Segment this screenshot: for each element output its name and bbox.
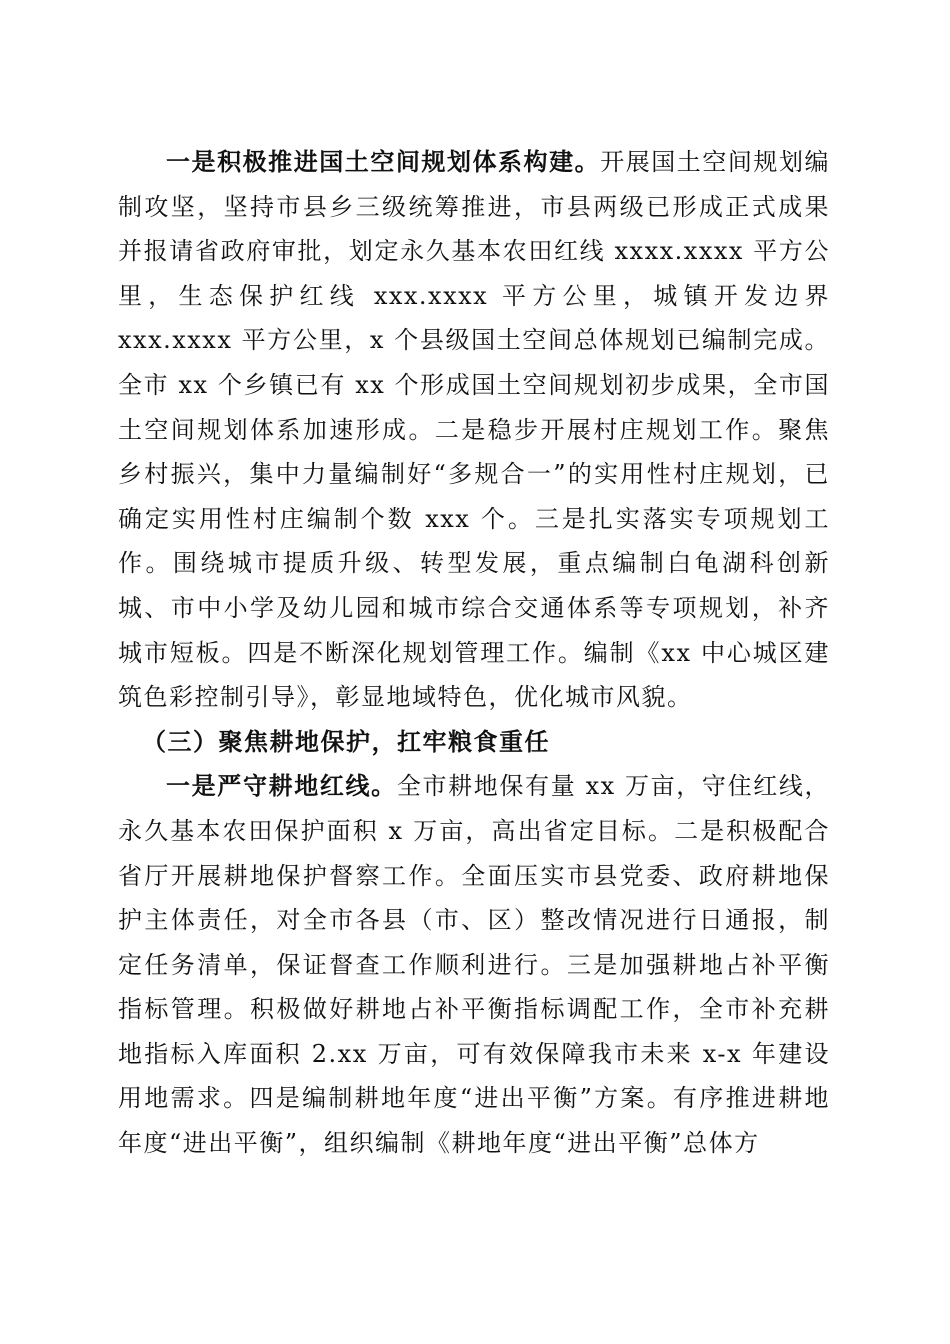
paragraph-lead: 一是积极推进国土空间规划体系构建。: [166, 147, 601, 176]
paragraph-body: 开展国土空间规划编制攻坚，坚持市县乡三级统筹推进，市县两级已形成正式成果并报请省政府审批，划定永久基本农田红线 xxxx.xxxx 平方公里，生态保护红线 xxx.xxxx 平方公里，城镇开发边界 xxx.xxxx 平方公里，x 个县级国土空间总体规划已编制完成。全市 xx 个乡镇已有 xx 个形成国土空间规划初步成果，全市国土空间规划体系加速形成。二是稳步开展村庄规划工作。聚焦乡村振兴，集中力量编制好“多规合一”的实用性村庄规划，已确定实用性村庄编制个数 xxx 个。三是扎实落实专项规划工作。围绕城市提质升级、转型发展，重点编制白龟湖科创新城、市中小学及幼儿园和城市综合交通体系等专项规划，补齐城市短板。四是不断深化规划管理工作。编制《xx 中心城区建筑色彩控制引导》，彰显地域特色，优化城市风貌。: [118, 148, 831, 712]
document-page: [118, 140, 830, 1166]
section-heading: （三）聚焦耕地保护，扛牢粮食重任: [142, 726, 550, 756]
paragraph-lead: 一是严守耕地红线。: [166, 771, 397, 801]
paragraph-body: 全市耕地保有量 xx 万亩，守住红线，永久基本农田保护面积 x 万亩，高出省定目标。二是积极配合省厅开展耕地保护督察工作。全面压实市县党委、政府耕地保护主体责任，对全市各县（市、区）整改情况进行日通报，制定任务清单，保证督查工作顺利进行。三是加强耕地占补平衡指标管理。积极做好耕地占补平衡指标调配工作，全市补充耕地指标入库面积 2.xx 万亩，可有效保障我市未来 x-x 年建设用地需求。四是编制耕地年度“进出平衡”方案。有序推进耕地年度“进出平衡”，组织编制《耕地年度“进出平衡”总体方: [118, 772, 831, 1158]
paragraph-farmland-protection: [118, 764, 830, 1165]
paragraph-territorial-planning: [118, 140, 830, 720]
